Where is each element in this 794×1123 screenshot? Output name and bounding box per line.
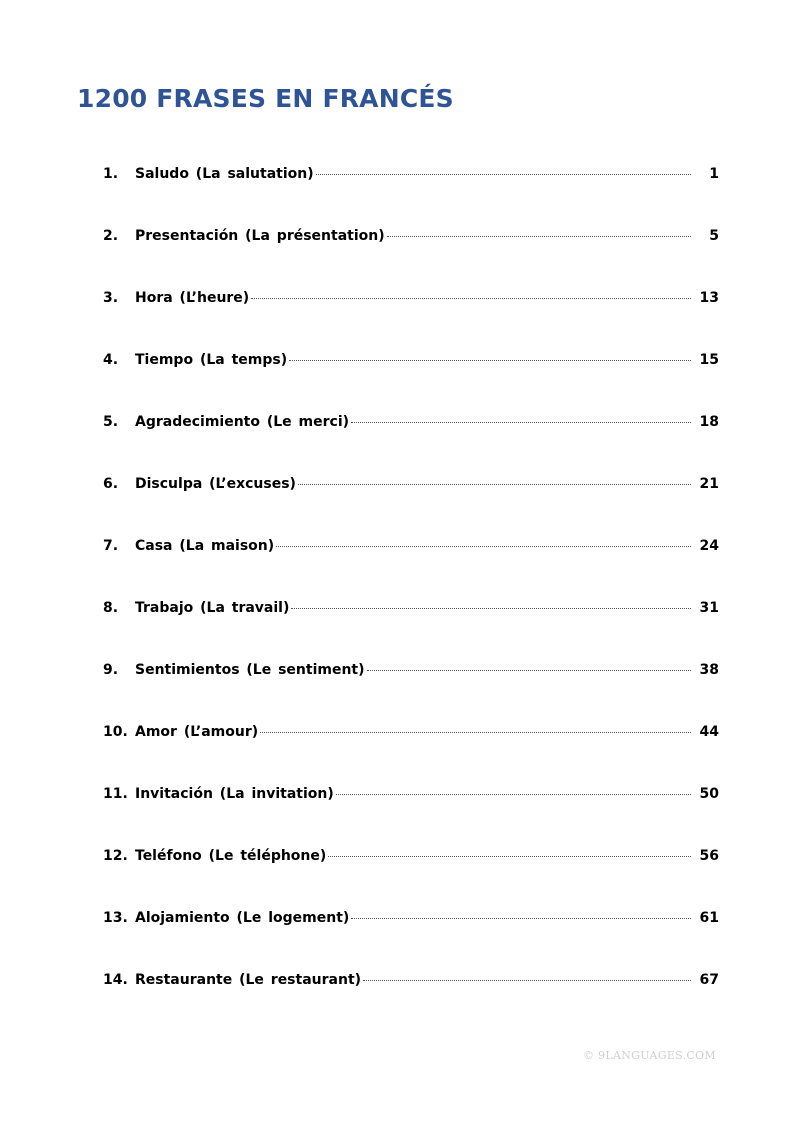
toc-entry-number: 10.	[103, 724, 128, 740]
toc-entry[interactable]	[103, 908, 719, 970]
dot-leader	[387, 236, 691, 237]
toc-entry-page: 61	[699, 910, 719, 926]
toc-entry-label: Saludo (La salutation)	[135, 166, 314, 182]
copyright-watermark: © 9LANGUAGES.COM	[583, 1049, 716, 1062]
toc-entry-label: Teléfono (Le téléphone)	[135, 848, 327, 864]
toc-entry-page: 13	[699, 290, 719, 306]
toc-entry[interactable]	[103, 226, 719, 288]
dot-leader	[276, 546, 691, 547]
toc-entry[interactable]	[103, 722, 719, 784]
toc-entry[interactable]	[103, 288, 719, 350]
toc-entry[interactable]	[103, 164, 719, 226]
toc-entry-number: 13.	[103, 910, 128, 926]
toc-entry-label: Hora (L’heure)	[135, 290, 250, 306]
dot-leader	[367, 670, 691, 671]
toc-entry-label: Amor (L’amour)	[135, 724, 259, 740]
toc-entry-number: 9.	[103, 662, 119, 678]
toc-entry-label: Sentimientos (Le sentiment)	[135, 662, 365, 678]
dot-leader	[251, 298, 691, 299]
dot-leader	[336, 794, 691, 795]
toc-entry-page: 24	[699, 538, 719, 554]
toc-entry-page: 15	[699, 352, 719, 368]
toc-entry[interactable]	[103, 536, 719, 598]
dot-leader	[351, 918, 691, 919]
toc-entry-number: 1.	[103, 166, 119, 182]
toc-entry[interactable]	[103, 846, 719, 908]
toc-entry-label: Tiempo (La temps)	[135, 352, 288, 368]
toc-entry-number: 8.	[103, 600, 119, 616]
toc-entry-number: 14.	[103, 972, 128, 988]
toc-entry-number: 5.	[103, 414, 119, 430]
toc-entry-label: Agradecimiento (Le merci)	[135, 414, 350, 430]
toc-entry[interactable]	[103, 350, 719, 412]
toc-entry-number: 12.	[103, 848, 128, 864]
toc-entry[interactable]	[103, 598, 719, 660]
dot-leader	[298, 484, 691, 485]
toc-entry-label: Trabajo (La travail)	[135, 600, 290, 616]
document-title: 1200 FRASES EN FRANCÉS	[77, 84, 454, 113]
table-of-contents	[103, 164, 719, 1032]
dot-leader	[351, 422, 691, 423]
dot-leader	[363, 980, 691, 981]
dot-leader	[291, 608, 691, 609]
toc-entry[interactable]	[103, 660, 719, 722]
toc-entry-label: Invitación (La invitation)	[135, 786, 334, 802]
toc-entry-number: 11.	[103, 786, 128, 802]
toc-entry-page: 50	[699, 786, 719, 802]
toc-entry-page: 38	[699, 662, 719, 678]
toc-entry-label: Casa (La maison)	[135, 538, 275, 554]
toc-entry[interactable]	[103, 474, 719, 536]
toc-entry-page: 18	[699, 414, 719, 430]
toc-entry-page: 44	[699, 724, 719, 740]
toc-entry-page: 67	[699, 972, 719, 988]
toc-entry[interactable]	[103, 970, 719, 1032]
toc-entry-page: 56	[699, 848, 719, 864]
toc-entry-number: 6.	[103, 476, 119, 492]
toc-entry-number: 3.	[103, 290, 119, 306]
toc-entry-number: 7.	[103, 538, 119, 554]
toc-entry[interactable]	[103, 412, 719, 474]
dot-leader	[289, 360, 691, 361]
toc-entry-label: Disculpa (L’excuses)	[135, 476, 296, 492]
dot-leader	[260, 732, 691, 733]
toc-entry-label: Alojamiento (Le logement)	[135, 910, 350, 926]
toc-entry-number: 4.	[103, 352, 119, 368]
toc-entry-page: 21	[699, 476, 719, 492]
toc-entry-label: Presentación (La présentation)	[135, 228, 385, 244]
toc-entry-number: 2.	[103, 228, 119, 244]
dot-leader	[316, 174, 691, 175]
toc-entry[interactable]	[103, 784, 719, 846]
dot-leader	[328, 856, 691, 857]
toc-entry-page: 31	[699, 600, 719, 616]
toc-entry-page: 5	[709, 228, 719, 244]
toc-entry-page: 1	[709, 166, 719, 182]
toc-entry-label: Restaurante (Le restaurant)	[135, 972, 362, 988]
